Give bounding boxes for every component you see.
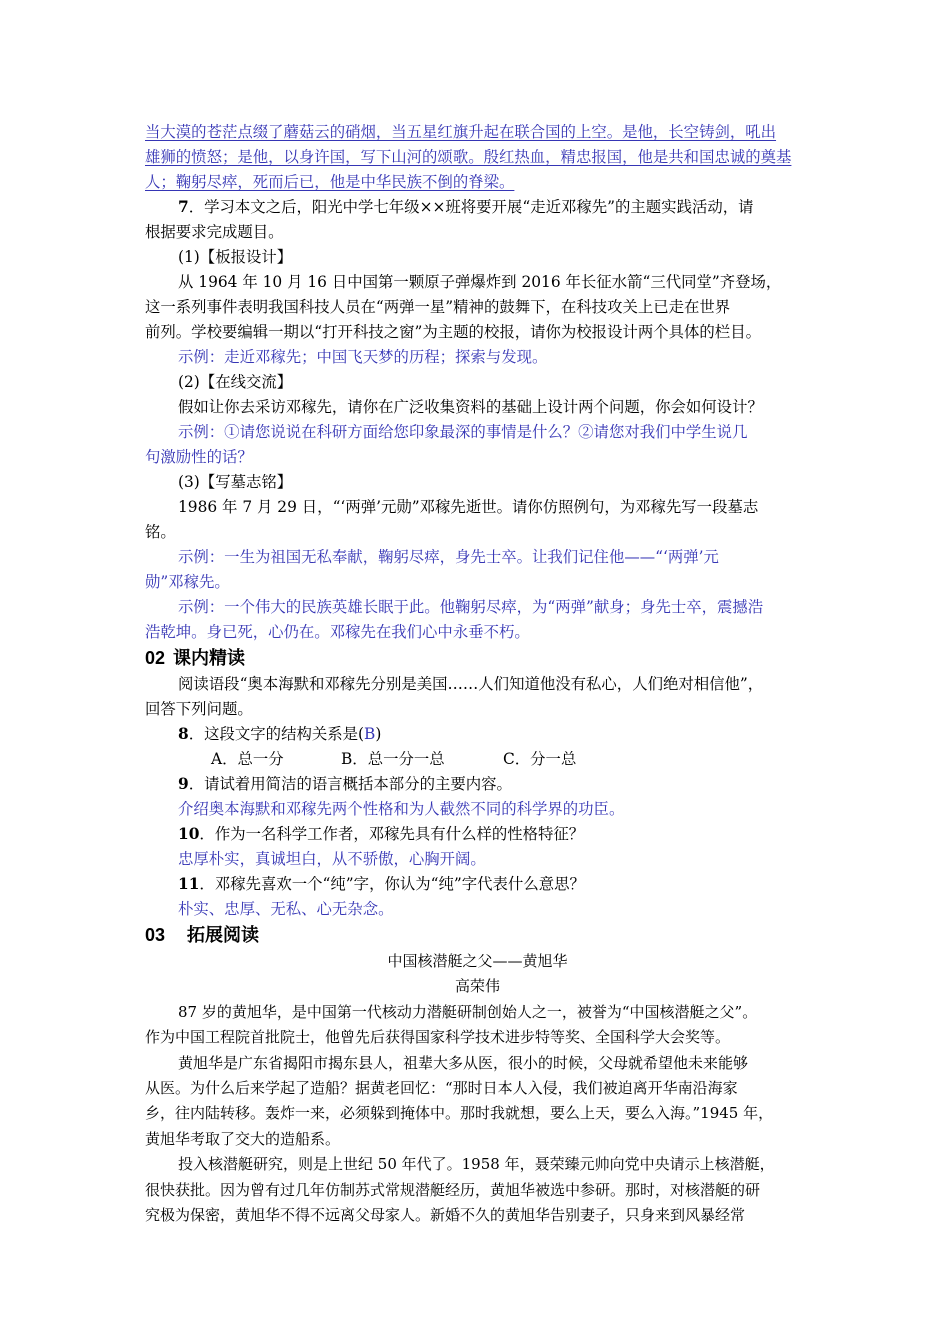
- part-1-answer: 示例：走近邓稼先；中国飞天梦的历程；探索与发现。: [178, 348, 548, 366]
- intro-answer-line: 人；鞠躬尽瘁，死而后已，他是中华民族不倒的脊梁。: [145, 173, 515, 191]
- part-3-answer: 浩乾坤。身已死，心仍在。邓稼先在我们心中永垂不朽。: [145, 623, 530, 641]
- part-3-answer: 勋”邓稼先。: [145, 573, 230, 591]
- question-10-stem: 10．作为一名科学工作者，邓稼先具有什么样的性格特征？: [178, 825, 585, 843]
- reading-passage: [145, 949, 810, 1228]
- question-number: 7: [178, 198, 189, 216]
- question-8-options: [145, 747, 810, 772]
- part-2-answer: 句激励性的话？: [145, 448, 253, 466]
- part-3-text: 铭。: [145, 523, 176, 541]
- part-1-label: (1)【板报设计】: [178, 248, 293, 266]
- part-1-text: 这一系列事件表明我国科技人员在“两弹一星”精神的鼓舞下，在科技攻关上已走在世界: [145, 298, 731, 316]
- question-10-answer: 忠厚朴实，真诚坦白，从不骄傲，心胸开阔。: [178, 850, 486, 868]
- part-2-text: 假如让你去采访邓稼先，请你在广泛收集资料的基础上设计两个问题，你会如何设计？: [178, 398, 763, 416]
- article-title: 中国核潜艇之父——黄旭华: [387, 952, 568, 970]
- paragraph-line: 黄旭华是广东省揭阳市揭东县人，祖辈大多从医，很小的时候，父母就希望他未来能够: [178, 1053, 749, 1072]
- document-page: [145, 120, 810, 1228]
- option-b: B．总一分一总: [341, 750, 445, 768]
- section-heading-03: 03 拓展阅读: [145, 925, 260, 946]
- paragraph-line: 从医。为什么后来学起了造船？据黄老回忆：“那时日本人入侵，我们被迫离开华南沿海家: [145, 1079, 738, 1098]
- question-11-answer: 朴实、忠厚、无私、心无杂念。: [178, 900, 394, 918]
- section-2-intro: 回答下列问题。: [145, 700, 253, 718]
- part-3-label: (3)【写墓志铭】: [178, 473, 293, 491]
- section-2-intro: 阅读语段“奥本海默和邓稼先分别是美国……人们知道他没有私心，人们绝对相信他”，: [178, 675, 764, 693]
- option-a: A．总一分: [211, 750, 284, 768]
- section-heading-02: 02 课内精读: [145, 648, 246, 669]
- article-author: 高荣伟: [454, 977, 500, 996]
- question-8-answer: B: [364, 725, 376, 743]
- intro-answer-line: 当大漠的苍茫点缀了蘑菇云的硝烟，当五星红旗升起在联合国的上空。是他，长空铸剑，吼出: [145, 123, 777, 141]
- intro-answer-line: 雄狮的愤怒；是他，以身许国，写下山河的颂歌。殷红热血，精忠报国，他是共和国忠诚的奠基: [145, 148, 792, 166]
- question-7-stem-cont: 根据要求完成题目。: [145, 223, 284, 241]
- part-3-answer: 示例：一个伟大的民族英雄长眠于此。他鞠躬尽瘁，为“两弹”献身；身先士卒，震撼浩: [178, 598, 764, 616]
- part-2-label: (2)【在线交流】: [178, 373, 293, 391]
- part-3-answer: 示例：一生为祖国无私奉献，鞠躬尽瘁，身先士卒。让我们记住他——“‘两弹’元: [178, 548, 719, 566]
- question-8-stem: 8．这段文字的结构关系是(B): [178, 725, 382, 743]
- paragraph-line: 究极为保密，黄旭华不得不远离父母家人。新婚不久的黄旭华告别妻子，只身来到风暴经常: [145, 1206, 746, 1225]
- part-1-text: 从 1964 年 10 月 16 日中国第一颗原子弹爆炸到 2016 年长征水箭“三代同堂”齐登场，: [178, 273, 782, 291]
- question-9-stem: 9．请试着用简洁的语言概括本部分的主要内容。: [178, 775, 512, 793]
- question-7-stem: 7．学习本文之后，阳光中学七年级××班将要开展“走近邓稼先”的主题实践活动，请: [178, 198, 754, 216]
- paragraph-line: 87 岁的黄旭华，是中国第一代核动力潜艇研制创始人之一，被誉为“中国核潜艇之父”。: [178, 1002, 758, 1021]
- paragraph-line: 投入核潜艇研究，则是上世纪 50 年代了。1958 年，聂荣臻元帅向党中央请示上核潜艇，: [178, 1155, 775, 1174]
- question-9-answer: 介绍奥本海默和邓稼先两个性格和为人截然不同的科学界的功臣。: [178, 800, 625, 818]
- part-2-answer: 示例：①请您说说在科研方面给您印象最深的事情是什么？②请您对我们中学生说几: [178, 423, 748, 441]
- paragraph-line: 乡，往内陆转移。轰炸一来，必须躲到掩体中。那时我就想，要么上天，要么入海。”1945 年，: [145, 1104, 774, 1123]
- part-3-text: 1986 年 7 月 29 日，“‘两弹’元勋”邓稼先逝世。请你仿照例句，为邓稼先写一段墓志: [178, 498, 759, 516]
- part-1-text: 前列。学校要编辑一期以“打开科技之窗”为主题的校报，请你为校报设计两个具体的栏目。: [145, 323, 761, 341]
- option-c: C．分一总: [503, 750, 577, 768]
- paragraph-line: 黄旭华考取了交大的造船系。: [145, 1129, 341, 1148]
- question-11-stem: 11．邓稼先喜欢一个“纯”字，你认为“纯”字代表什么意思？: [178, 875, 585, 893]
- paragraph-line: 作为中国工程院首批院士，他曾先后获得国家科学技术进步特等奖、全国科学大会奖等。: [145, 1028, 731, 1047]
- paragraph-line: 很快获批。因为曾有过几年仿制苏式常规潜艇经历，黄旭华被选中参研。那时，对核潜艇的研: [145, 1180, 761, 1199]
